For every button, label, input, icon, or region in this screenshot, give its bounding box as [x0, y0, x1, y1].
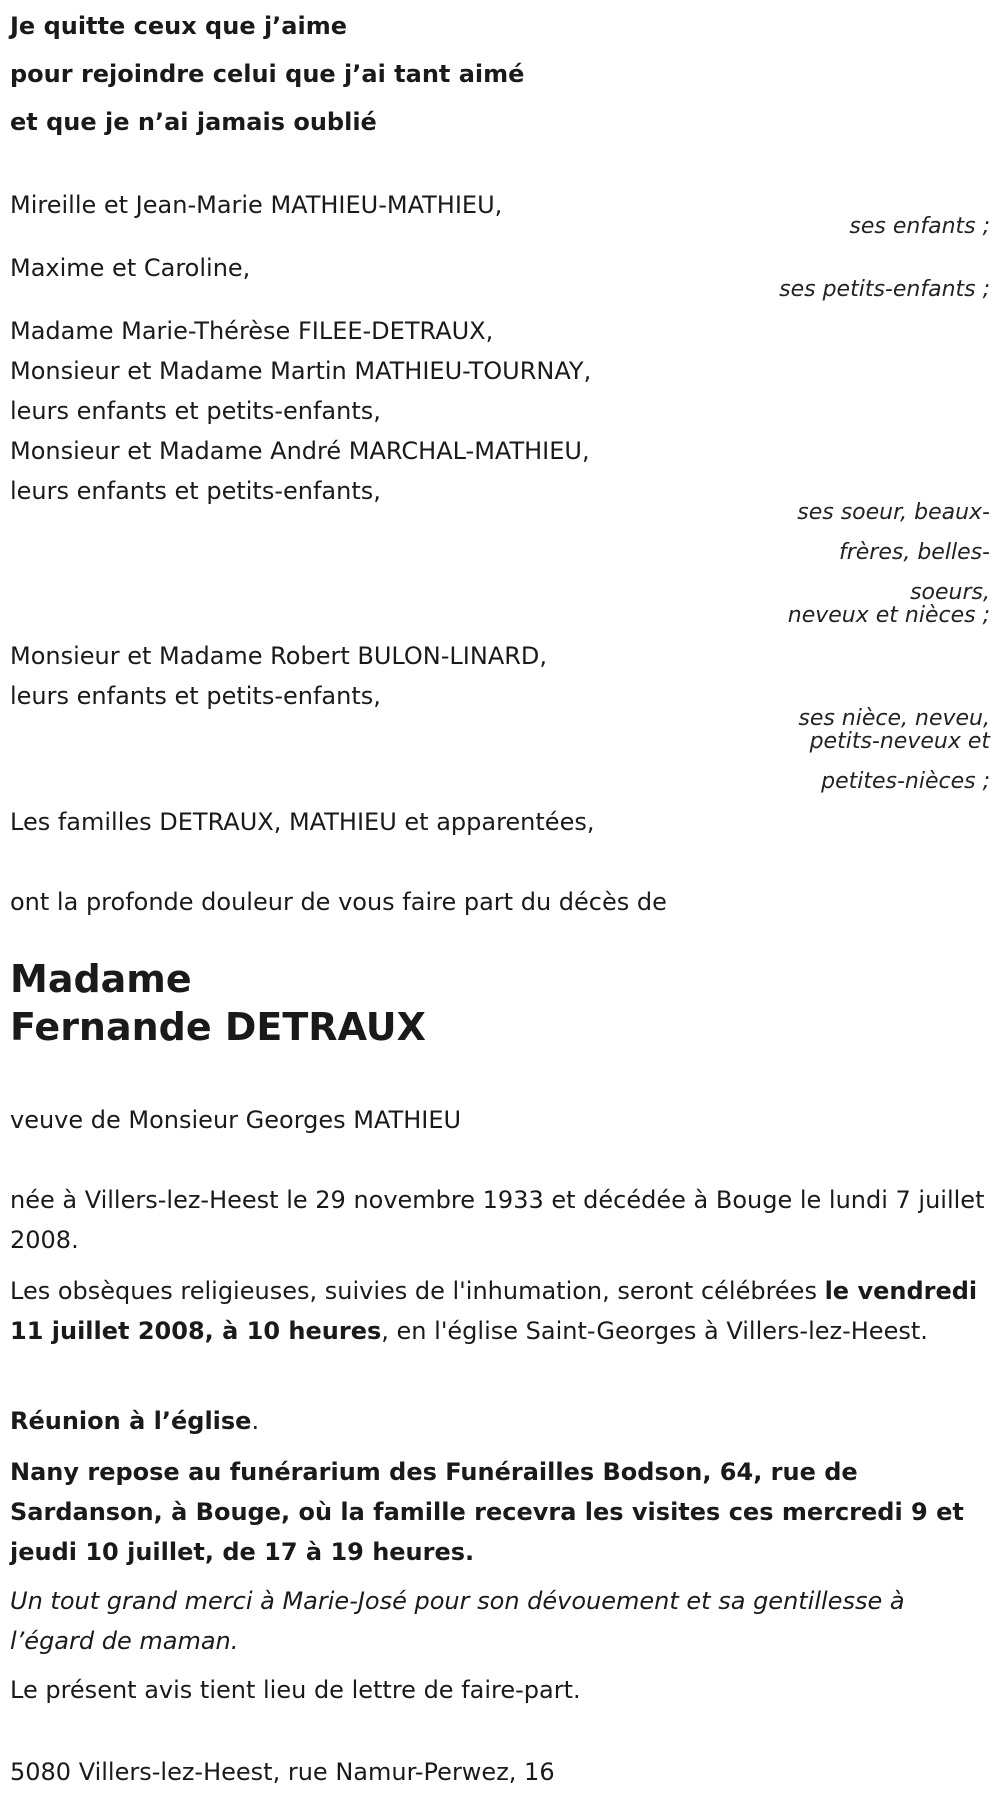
epitaph-line-2: pour rejoindre celui que j’ai tant aimé [10, 60, 525, 88]
siblings-label-1: ses soeur, beaux- [797, 500, 990, 525]
deceased-name-block [10, 955, 426, 1051]
siblings-label-2: frères, belles- [838, 540, 990, 565]
nieces-label-3: petites-nièces ; [821, 769, 990, 794]
meeting-after: . [251, 1407, 260, 1435]
funeral-info [10, 1271, 990, 1351]
notice-text: Le présent avis tient lieu de lettre de faire-part. [10, 1676, 581, 1704]
families-line: Les familles DETRAUX, MATHIEU et apparentées, [10, 808, 595, 836]
siblings-line-1: Madame Marie-Thérèse FILEE-DETRAUX, [10, 317, 494, 345]
epitaph-line-3: et que je n’ai jamais oublié [10, 108, 377, 136]
siblings-line-2: Monsieur et Madame Martin MATHIEU-TOURNAY, [10, 357, 592, 385]
funeral-date: le vendredi 11 juillet 2008, à 10 heures [10, 1277, 978, 1345]
funerarium-info: Nany repose au funérarium des Funérailles Bodson, 64, rue de Sardanson, à Bouge, où la famille recevra les visites ces mercredi 9 et jeudi 10 juillet, de 17 à 19 heures. [10, 1458, 964, 1566]
children-label: ses enfants ; [849, 214, 990, 239]
siblings-label-4: neveux et nièces ; [787, 603, 990, 628]
children-names: Mireille et Jean-Marie MATHIEU-MATHIEU, [10, 191, 503, 219]
address: 5080 Villers-lez-Heest, rue Namur-Perwez, 16 [10, 1758, 555, 1786]
funeral-text-before: Les obsèques religieuses, suivies de l'inhumation, seront célébrées [10, 1277, 825, 1305]
funeral-text-after: , en l'église Saint-Georges à Villers-lez-Heest. [381, 1317, 928, 1345]
epitaph-line-1: Je quitte ceux que j’aime [10, 12, 348, 40]
announcement: ont la profonde douleur de vous faire part du décès de [10, 888, 667, 916]
grandchildren-names: Maxime et Caroline, [10, 254, 251, 282]
widow-of: veuve de Monsieur Georges MATHIEU [10, 1106, 462, 1134]
thanks: Un tout grand merci à Marie-José pour son dévouement et sa gentillesse à l’égard de maman. [10, 1587, 905, 1655]
grandchildren-label: ses petits-enfants ; [779, 277, 990, 302]
nieces-line-2: leurs enfants et petits-enfants, [10, 682, 381, 710]
meeting-bold: Réunion à l’église [10, 1407, 252, 1435]
birth-death: née à Villers-lez-Heest le 29 novembre 1933 et décédée à Bouge le lundi 7 juillet 2008. [10, 1186, 985, 1254]
deceased-name: Fernande DETRAUX [10, 1005, 426, 1049]
nieces-line-1: Monsieur et Madame Robert BULON-LINARD, [10, 642, 548, 670]
nieces-label-1: ses nièce, neveu, [798, 706, 990, 731]
siblings-label-3: soeurs, [910, 580, 990, 605]
meeting-info [10, 1401, 990, 1441]
nieces-label-2: petits-neveux et [809, 729, 990, 754]
siblings-line-3: leurs enfants et petits-enfants, [10, 397, 381, 425]
siblings-line-5: leurs enfants et petits-enfants, [10, 477, 381, 505]
siblings-line-4: Monsieur et Madame André MARCHAL-MATHIEU, [10, 437, 590, 465]
deceased-title: Madame [10, 957, 192, 1001]
